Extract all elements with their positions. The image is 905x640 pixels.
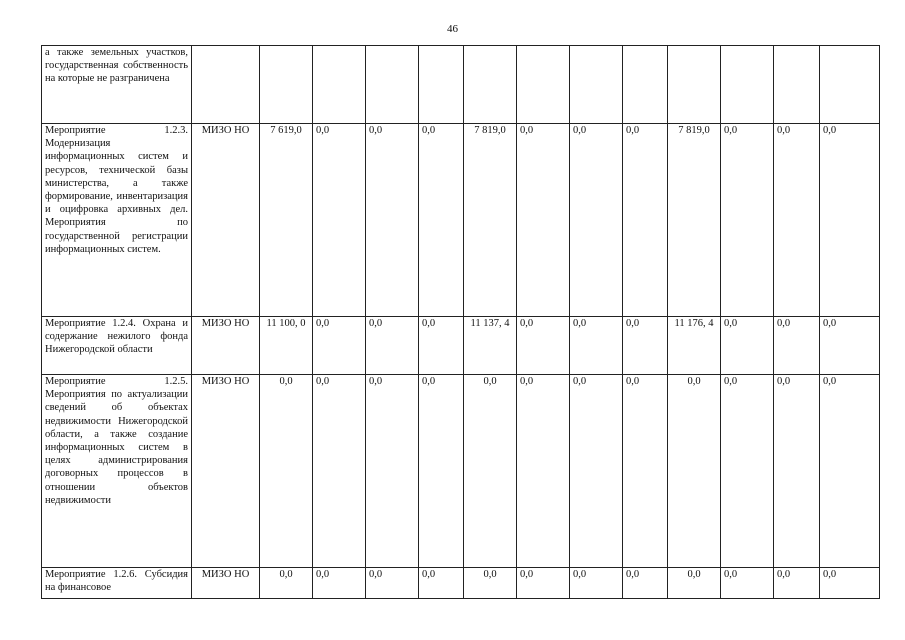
value-cell: 0,0 bbox=[774, 375, 820, 568]
value-cell: 0,0 bbox=[570, 375, 623, 568]
value-text: 7 819,0 bbox=[678, 125, 710, 136]
value-cell bbox=[721, 46, 774, 124]
value-cell: 0,0 bbox=[313, 317, 366, 375]
value-cell: 0,0 bbox=[774, 568, 820, 599]
value-cell bbox=[820, 46, 880, 124]
executor-cell: МИЗО НО bbox=[192, 375, 260, 568]
measure-name-cell: Мероприятие 1.2.3. Модернизация информационных систем и ресурсов, технической базы министерства, а также формирование, инвентаризация и оцифровка архивных дел. Мероприятия по государственной регистрации информационных систем. bbox=[42, 124, 192, 317]
value-cell: 0,0 bbox=[774, 317, 820, 375]
value-cell bbox=[464, 124, 517, 317]
value-cell bbox=[464, 46, 517, 124]
measure-name-cell: Мероприятие 1.2.4. Охрана и содержание нежилого фонда Нижегородской области bbox=[42, 317, 192, 375]
value-cell: 0,0 bbox=[623, 317, 668, 375]
page-number: 46 bbox=[447, 23, 458, 35]
value-cell: 0,0 bbox=[419, 568, 464, 599]
value-cell bbox=[668, 375, 721, 568]
value-cell: 0,0 bbox=[313, 568, 366, 599]
executor-cell: МИЗО НО bbox=[192, 124, 260, 317]
value-cell: 0,0 bbox=[721, 317, 774, 375]
value-cell: 0,0 bbox=[366, 124, 419, 317]
measure-name-cell: Мероприятие 1.2.5. Мероприятия по актуализации сведений об объектах недвижимости Нижегородской области, а также создание информационных систем в целях администрирования договорных процессов в отношении объектов недвижимости bbox=[42, 375, 192, 568]
value-cell: 0,0 bbox=[570, 568, 623, 599]
value-cell: 0,0 bbox=[366, 568, 419, 599]
value-cell bbox=[260, 46, 313, 124]
table-row bbox=[42, 124, 880, 317]
executor-cell: МИЗО НО bbox=[192, 317, 260, 375]
value-text: 7 819,0 bbox=[474, 125, 506, 136]
value-text: 0,0 bbox=[483, 376, 497, 387]
value-cell bbox=[313, 46, 366, 124]
value-cell bbox=[464, 375, 517, 568]
value-cell: 0,0 bbox=[570, 124, 623, 317]
value-cell bbox=[668, 568, 721, 599]
value-text: 11 100, 0 bbox=[266, 318, 306, 329]
value-cell: 0,0 bbox=[313, 124, 366, 317]
value-cell bbox=[668, 46, 721, 124]
executor-cell bbox=[192, 46, 260, 124]
value-cell: 0,0 bbox=[623, 568, 668, 599]
value-cell bbox=[668, 124, 721, 317]
value-cell: 0,0 bbox=[517, 375, 570, 568]
value-cell bbox=[260, 375, 313, 568]
value-cell: 0,0 bbox=[419, 317, 464, 375]
value-cell: 0,0 bbox=[517, 568, 570, 599]
value-cell: 0,0 bbox=[419, 375, 464, 568]
value-cell: 0,0 bbox=[623, 124, 668, 317]
value-cell: 0,0 bbox=[721, 124, 774, 317]
value-cell bbox=[464, 568, 517, 599]
value-cell: 0,0 bbox=[623, 375, 668, 568]
value-cell: 0,0 bbox=[721, 375, 774, 568]
value-cell: 0,0 bbox=[517, 317, 570, 375]
value-cell bbox=[517, 46, 570, 124]
table-row bbox=[42, 375, 880, 568]
value-text: 0,0 bbox=[483, 569, 497, 580]
value-cell bbox=[464, 317, 517, 375]
value-cell bbox=[570, 46, 623, 124]
value-cell bbox=[668, 317, 721, 375]
value-text: 0,0 bbox=[687, 569, 701, 580]
value-cell bbox=[774, 46, 820, 124]
table-row bbox=[42, 317, 880, 375]
value-cell bbox=[260, 124, 313, 317]
value-text: 0,0 bbox=[687, 376, 701, 387]
value-cell: 0,0 bbox=[820, 568, 880, 599]
value-cell: 0,0 bbox=[820, 124, 880, 317]
value-cell: 0,0 bbox=[721, 568, 774, 599]
value-cell: 0,0 bbox=[820, 375, 880, 568]
value-text: 7 619,0 bbox=[270, 125, 302, 136]
value-cell: 0,0 bbox=[820, 317, 880, 375]
value-cell: 0,0 bbox=[419, 124, 464, 317]
value-text: 0,0 bbox=[279, 376, 293, 387]
value-cell bbox=[366, 46, 419, 124]
value-cell bbox=[260, 317, 313, 375]
measure-name-cell: Мероприятие 1.2.6. Субсидия на финансовое bbox=[42, 568, 192, 599]
value-text: 0,0 bbox=[279, 569, 293, 580]
table-row bbox=[42, 46, 880, 124]
value-text: 11 176, 4 bbox=[674, 318, 714, 329]
budget-table bbox=[41, 45, 880, 599]
value-cell: 0,0 bbox=[366, 317, 419, 375]
table-row bbox=[42, 568, 880, 599]
measure-name-cell: а также земельных участков, государственная собственность на которые не разграничена bbox=[42, 46, 192, 124]
value-cell bbox=[260, 568, 313, 599]
executor-cell: МИЗО НО bbox=[192, 568, 260, 599]
value-cell bbox=[419, 46, 464, 124]
value-cell: 0,0 bbox=[517, 124, 570, 317]
value-cell: 0,0 bbox=[313, 375, 366, 568]
value-text: 11 137, 4 bbox=[470, 318, 510, 329]
value-cell: 0,0 bbox=[774, 124, 820, 317]
value-cell: 0,0 bbox=[570, 317, 623, 375]
value-cell bbox=[623, 46, 668, 124]
value-cell: 0,0 bbox=[366, 375, 419, 568]
